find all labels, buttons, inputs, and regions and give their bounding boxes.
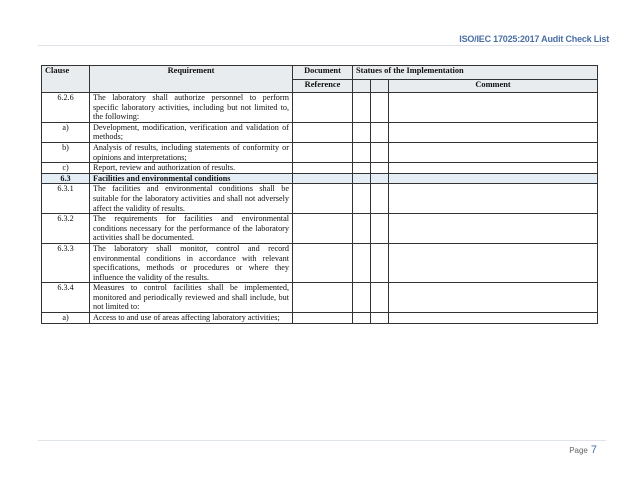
- comment-cell[interactable]: [389, 283, 598, 313]
- comment-cell[interactable]: [389, 313, 598, 324]
- status-cell-no[interactable]: [371, 184, 389, 214]
- comment-cell[interactable]: [389, 184, 598, 214]
- document-reference-cell[interactable]: [293, 163, 353, 174]
- requirement-cell: Report, review and authorization of results.: [90, 163, 293, 174]
- table-row: [42, 184, 598, 214]
- status-cell-yes[interactable]: [353, 313, 371, 324]
- table-row: [42, 214, 598, 244]
- document-reference-cell[interactable]: [293, 122, 353, 142]
- document-title: ISO/IEC 17025:2017 Audit Check List: [459, 34, 609, 44]
- requirement-cell: Analysis of results, including statements of conformity or opinions and interpretations;: [90, 142, 293, 162]
- document-reference-cell[interactable]: [293, 93, 353, 123]
- column-header-status: Statues of the Implementation: [353, 66, 598, 80]
- status-cell-yes[interactable]: [353, 184, 371, 214]
- status-cell-no[interactable]: [371, 313, 389, 324]
- comment-cell[interactable]: [389, 142, 598, 162]
- clause-cell: 6.3.3: [42, 243, 90, 282]
- table-row: [42, 283, 598, 313]
- requirement-cell: The facilities and environmental conditions shall be suitable for the laboratory activities and shall not adversely affect the validity of results.: [90, 184, 293, 214]
- requirement-cell: The laboratory shall authorize personnel to perform specific laboratory activities, including but not limited to, the following:: [90, 93, 293, 123]
- table-row: [42, 142, 598, 162]
- clause-cell: 6.3: [42, 173, 90, 184]
- clause-cell: 6.3.2: [42, 214, 90, 244]
- clause-cell: b): [42, 142, 90, 162]
- footer-divider: [38, 440, 606, 441]
- requirement-cell: Facilities and environmental conditions: [90, 173, 293, 184]
- clause-cell: a): [42, 122, 90, 142]
- table-row: [42, 313, 598, 324]
- table-row: [42, 243, 598, 282]
- document-reference-cell[interactable]: [293, 214, 353, 244]
- status-cell-yes[interactable]: [353, 243, 371, 282]
- document-reference-cell[interactable]: [293, 173, 353, 184]
- requirement-cell: The requirements for facilities and environmental conditions necessary for the performance of the laboratory activities shall be documented.: [90, 214, 293, 244]
- comment-cell[interactable]: [389, 243, 598, 282]
- clause-cell: 6.3.1: [42, 184, 90, 214]
- status-cell-yes[interactable]: [353, 122, 371, 142]
- requirement-cell: Development, modification, verification and validation of methods;: [90, 122, 293, 142]
- document-reference-cell[interactable]: [293, 142, 353, 162]
- document-reference-cell[interactable]: [293, 313, 353, 324]
- document-reference-cell[interactable]: [293, 243, 353, 282]
- requirement-cell: Access to and use of areas affecting laboratory activities;: [90, 313, 293, 324]
- status-cell-yes[interactable]: [353, 173, 371, 184]
- clause-cell: 6.2.6: [42, 93, 90, 123]
- status-cell-yes[interactable]: [353, 93, 371, 123]
- comment-cell[interactable]: [389, 214, 598, 244]
- column-header-comment: Comment: [389, 80, 598, 93]
- document-reference-cell[interactable]: [293, 283, 353, 313]
- page-number: [569, 444, 597, 456]
- clause-cell: c): [42, 163, 90, 174]
- header-divider: [38, 45, 606, 46]
- column-header-reference: Reference: [293, 80, 353, 93]
- comment-cell[interactable]: [389, 163, 598, 174]
- status-cell-yes[interactable]: [353, 142, 371, 162]
- status-cell-no[interactable]: [371, 142, 389, 162]
- status-cell-no[interactable]: [371, 283, 389, 313]
- page-label: Page: [569, 446, 588, 455]
- status-cell-no[interactable]: [371, 243, 389, 282]
- status-cell-no[interactable]: [371, 163, 389, 174]
- column-header-requirement: Requirement: [90, 66, 293, 93]
- comment-cell[interactable]: [389, 122, 598, 142]
- column-header-status-no: [371, 80, 389, 93]
- table-row: [42, 93, 598, 123]
- page-number-value: 7: [590, 444, 597, 456]
- audit-checklist-table: [41, 65, 598, 324]
- status-cell-no[interactable]: [371, 93, 389, 123]
- document-reference-cell[interactable]: [293, 184, 353, 214]
- column-header-status-yes: [353, 80, 371, 93]
- status-cell-no[interactable]: [371, 173, 389, 184]
- status-cell-yes[interactable]: [353, 283, 371, 313]
- status-cell-yes[interactable]: [353, 214, 371, 244]
- status-cell-no[interactable]: [371, 122, 389, 142]
- requirement-cell: The laboratory shall monitor, control and record environmental conditions in accordance with relevant specifications, methods or procedures or where they influence the validity of the results.: [90, 243, 293, 282]
- requirement-cell: Measures to control facilities shall be implemented, monitored and periodically reviewed and shall include, but not limited to:: [90, 283, 293, 313]
- clause-cell: a): [42, 313, 90, 324]
- status-cell-no[interactable]: [371, 214, 389, 244]
- clause-cell: 6.3.4: [42, 283, 90, 313]
- comment-cell[interactable]: [389, 173, 598, 184]
- table-row: [42, 122, 598, 142]
- section-row: [42, 173, 598, 184]
- column-header-clause: Clause: [42, 66, 90, 93]
- table-body: [42, 93, 598, 324]
- comment-cell[interactable]: [389, 93, 598, 123]
- table-row: [42, 163, 598, 174]
- column-header-document: Document: [293, 66, 353, 80]
- table-header-row-1: [42, 66, 598, 80]
- status-cell-yes[interactable]: [353, 163, 371, 174]
